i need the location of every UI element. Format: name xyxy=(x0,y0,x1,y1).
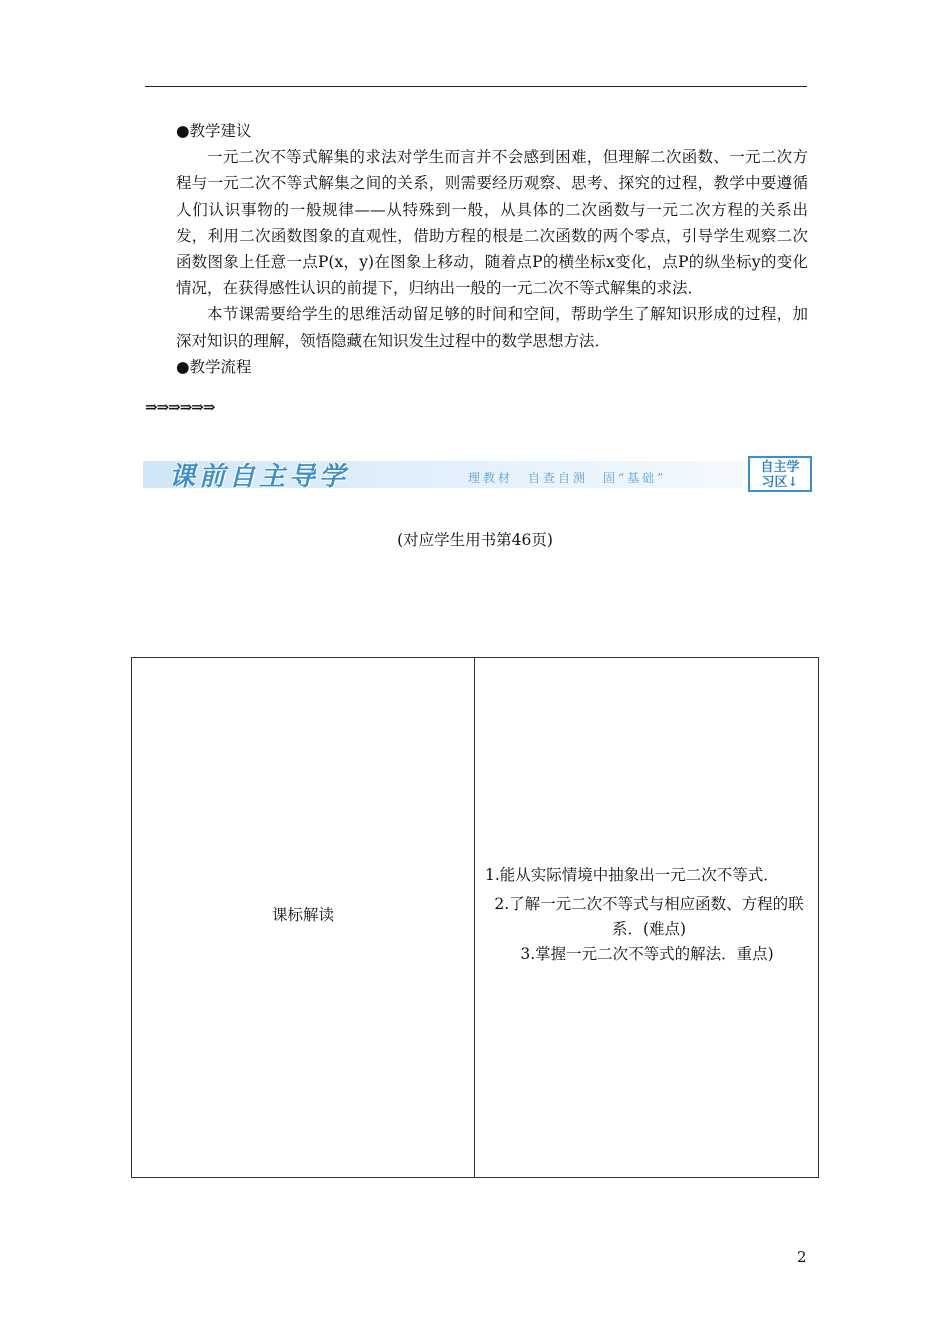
teaching-flow-heading: ●教学流程 xyxy=(176,357,252,376)
objective-item-1: 1.能从实际情境中抽象出一元二次不等式． xyxy=(485,866,779,884)
teaching-advice-heading: ●教学建议 xyxy=(176,122,252,140)
badge-line-2: 习区↓ xyxy=(761,475,799,490)
table-right-content xyxy=(477,863,817,967)
teaching-advice-section xyxy=(176,118,808,380)
teaching-advice-paragraph-1: 一元二次不等式解集的求法对学生而言并不会感到困难，但理解二次函数、一元二次方程与一元二次不等式解集之间的关系，则需要经历观察、思考、探究的过程，教学中要遵循人们认识事物的一般规律——从特殊到一般，从具体的二次函数与一元二次方程的关系出发，利用二次函数图象的直观性，借助方程的根是二次函数的两个零点，引导学生观察二次函数图象上任意一点P(x，y)在图象上移动，随着点P的横坐标x变化，点P的纵坐标y的变化情况，在获得感性认识的前提下，归纳出一般的一元二次不等式解集的求法． xyxy=(176,148,808,298)
section-banner xyxy=(143,454,815,494)
objective-item-2: 2.了解一元二次不等式与相应函数、方程的联系．(难点) xyxy=(494,895,804,938)
header-rule xyxy=(145,86,807,87)
teaching-advice-paragraph-2: 本节课需要给学生的思维活动留足够的时间和空间，帮助学生了解知识形成的过程，加深对知识的理解，领悟隐藏在知识发生过程中的数学思想方法． xyxy=(176,305,808,350)
self-study-badge xyxy=(748,456,812,492)
banner-subtitle: 理教材 自查自测 固“基础” xyxy=(468,471,667,485)
curriculum-table xyxy=(131,657,819,1178)
table-divider xyxy=(474,658,475,1177)
badge-line-1: 自主学 xyxy=(760,460,800,475)
teaching-flow-arrows: ⇒⇒⇒⇒⇒⇒ xyxy=(145,398,215,416)
table-left-label: 课标解读 xyxy=(271,906,334,924)
objective-item-3: 3.掌握一元二次不等式的解法．重点) xyxy=(520,945,774,963)
page-number: 2 xyxy=(797,1248,807,1266)
banner-title: 课前自主导学 xyxy=(169,462,350,492)
page-reference-caption: (对应学生用书第46页) xyxy=(397,531,553,549)
